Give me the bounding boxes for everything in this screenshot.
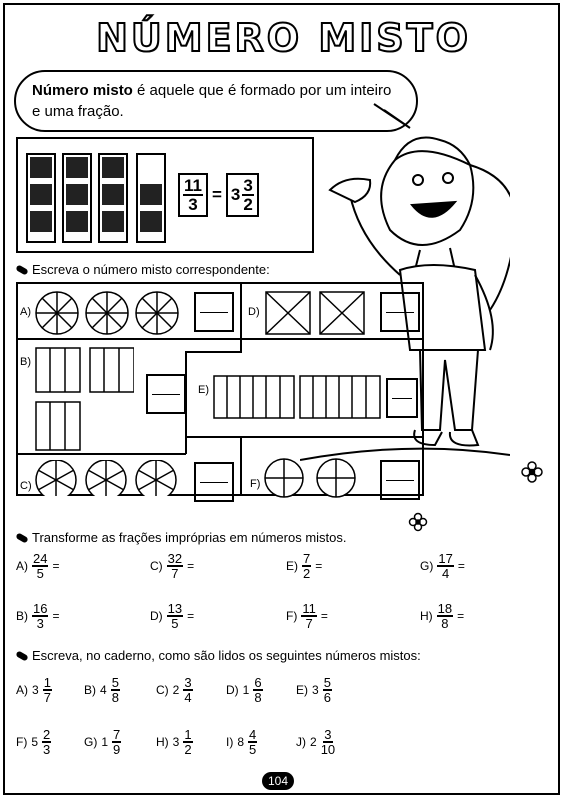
mixed-item: B) 4 $\frac{5}{8}$ <box>84 675 119 705</box>
pencil-icon <box>15 650 28 661</box>
flower-icon <box>520 460 544 484</box>
pencil-icon <box>15 264 28 275</box>
mixed-item: J) 2 $\frac{3}{10}$ <box>296 727 336 757</box>
instruction-1-text: Escreva o número misto correspondente: <box>32 262 270 277</box>
label-a: A) <box>20 306 31 318</box>
mixed-item: C) 2 $\frac{3}{4}$ <box>156 675 192 705</box>
improper-item: C) $\frac{32}{7}$ = <box>150 551 195 581</box>
mixed-item: A) 3 $\frac{1}{7}$ <box>16 675 51 705</box>
equals-sign: = <box>211 185 222 204</box>
flower-icon <box>408 512 428 532</box>
circles-f <box>262 458 372 498</box>
label-e: E) <box>198 384 209 396</box>
mixed-item: H) 3 $\frac{1}{2}$ <box>156 727 192 757</box>
answer-box-c[interactable] <box>194 462 234 502</box>
rectangles-b <box>34 346 134 456</box>
answer-box-f[interactable] <box>380 460 420 500</box>
improper-item: F) $\frac{11}{7}$ = <box>286 601 328 631</box>
fraction-bar-full <box>62 153 92 243</box>
circles-a <box>34 290 184 336</box>
mixed-item: G) 1 $\frac{7}{9}$ <box>84 727 121 757</box>
rectangles-e <box>212 374 382 420</box>
circles-c <box>32 460 182 496</box>
label-f: F) <box>250 478 261 490</box>
definition-bold: Número misto <box>32 82 133 99</box>
fraction-bar-full <box>98 153 128 243</box>
mixed-item: E) 3 $\frac{5}{6}$ <box>296 675 331 705</box>
definition-text <box>32 80 402 122</box>
answer-box-d[interactable] <box>380 292 420 332</box>
mixed-item: F) 5 $\frac{2}{3}$ <box>16 727 51 757</box>
improper-item: G) $\frac{17}{4}$ = <box>420 551 465 581</box>
instruction-2 <box>16 530 347 545</box>
instruction-3-text: Escreva, no caderno, como são lidos os seguintes números mistos: <box>32 648 421 663</box>
answer-box-b[interactable] <box>146 374 186 414</box>
fraction-bar-partial <box>136 153 166 243</box>
improper-item: B) $\frac{16}{3}$ = <box>16 601 60 631</box>
instruction-2-text: Transforme as frações impróprias em números mistos. <box>32 530 347 545</box>
example-equation <box>178 173 259 217</box>
label-d: D) <box>248 306 260 318</box>
improper-item: H) $\frac{18}{8}$ = <box>420 601 465 631</box>
mixed-item: I) 8 $\frac{4}{5}$ <box>226 727 257 757</box>
label-b: B) <box>20 356 31 368</box>
answer-box-e[interactable] <box>386 378 418 418</box>
improper-item: D) $\frac{13}{5}$ = <box>150 601 195 631</box>
exercise-grid <box>16 282 424 496</box>
example-box <box>16 137 314 253</box>
instruction-1 <box>16 262 270 277</box>
pencil-icon <box>15 532 28 543</box>
page-title: NÚMERO MISTO <box>96 16 471 60</box>
squares-d <box>264 290 374 336</box>
mixed-item: D) 1 $\frac{6}{8}$ <box>226 675 262 705</box>
fraction-bar-full <box>26 153 56 243</box>
improper-item: E) $\frac{7}{2}$ = <box>286 551 323 581</box>
instruction-3 <box>16 648 421 663</box>
improper-item: A) $\frac{24}{5}$ = <box>16 551 60 581</box>
label-c: C) <box>20 480 32 492</box>
answer-box-a[interactable] <box>194 292 234 332</box>
page-number: 104 <box>262 772 294 790</box>
definition-rest: é aquele que é formado por um inteiro e uma fração. <box>32 82 392 120</box>
improper-fraction: $\frac{11}{3}$ <box>178 173 208 217</box>
mixed-number: 3 $\frac{3}{2}$ <box>226 173 259 217</box>
